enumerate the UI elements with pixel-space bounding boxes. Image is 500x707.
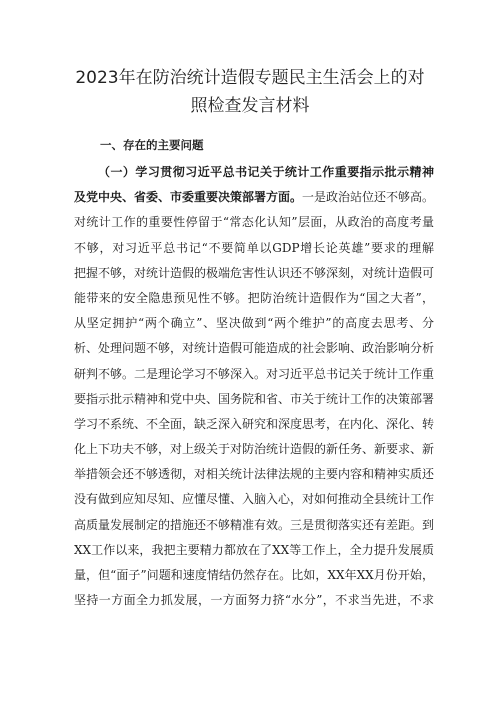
paragraph-line-text: 一是政治站位还不够高。 — [302, 190, 435, 205]
paragraph-line: XX工作以来，我把主要精力都放在了XX等工作上，全力提升发展质 — [74, 542, 434, 557]
paragraph-line: 研判不够。二是理论学习不够深入。对习近平总书记关于统计工作重 — [74, 366, 435, 381]
subheading-line-1: （一）学习贯彻习近平总书记关于统计工作重要指示批示精神 — [98, 165, 434, 179]
title-line-2: 照检查发言材料 — [190, 96, 310, 116]
paragraph-line: 化上下功夫不够，对上级关于对防治统计造假的新任务、新要求、新 — [74, 442, 435, 457]
paragraph-line: 没有做到应知尽知、应懂尽懂、入脑入心，对如何推动全县统计工作 — [74, 492, 435, 507]
body-text — [74, 160, 434, 613]
section-heading: 一、存在的主要问题 — [100, 138, 204, 152]
paragraph-line: 量，但“面子”问题和速度情结仍然存在。比如，XX年XX月份开始， — [74, 568, 434, 582]
paragraph-line: 从坚定拥护“两个确立”、坚决做到“两个维护”的高度去思考、分 — [74, 316, 434, 331]
paragraph-line: 对统计工作的重要性停留于“常态化认知”层面，从政治的高度考量 — [74, 215, 434, 230]
title-line-1: 2023年在防治统计造假专题民主生活会上的对 — [75, 68, 425, 88]
paragraph-line: 高质量发展制定的措施还不够精准有效。三是贯彻落实还有差距。到 — [74, 517, 435, 532]
paragraph-line: 把握不够，对统计造假的极端危害性认识还不够深刻，对统计造假可 — [74, 265, 435, 280]
paragraph-line: 要指示批示精神和党中央、国务院和省、市关于统计工作的决策部署 — [74, 391, 435, 406]
document-title — [60, 64, 440, 120]
paragraph-line: 坚持一方面全力抓发展，一方面努力挤“水分”，不求当先进，不求 — [74, 593, 434, 608]
subheading-line-2: 及党中央、省委、市委重要决策部署方面。 — [74, 190, 303, 205]
paragraph-line: 学习不系统、不全面，缺乏深入研究和深度思考，在内化、深化、转 — [74, 416, 435, 431]
paragraph-line — [74, 185, 434, 210]
paragraph-line: 能带来的安全隐患预见性不够。把防治统计造假作为“国之大者”， — [74, 290, 434, 305]
paragraph-line: 不够，对习近平总书记“不要简单以GDP增长论英雄”要求的理解 — [74, 240, 434, 255]
paragraph-line: 举措领会还不够透彻，对相关统计法律法规的主要内容和精神实质还 — [74, 467, 435, 482]
paragraph-line: 析、处理问题不够，对统计造假可能造成的社会影响、政治影响分析 — [74, 341, 435, 356]
